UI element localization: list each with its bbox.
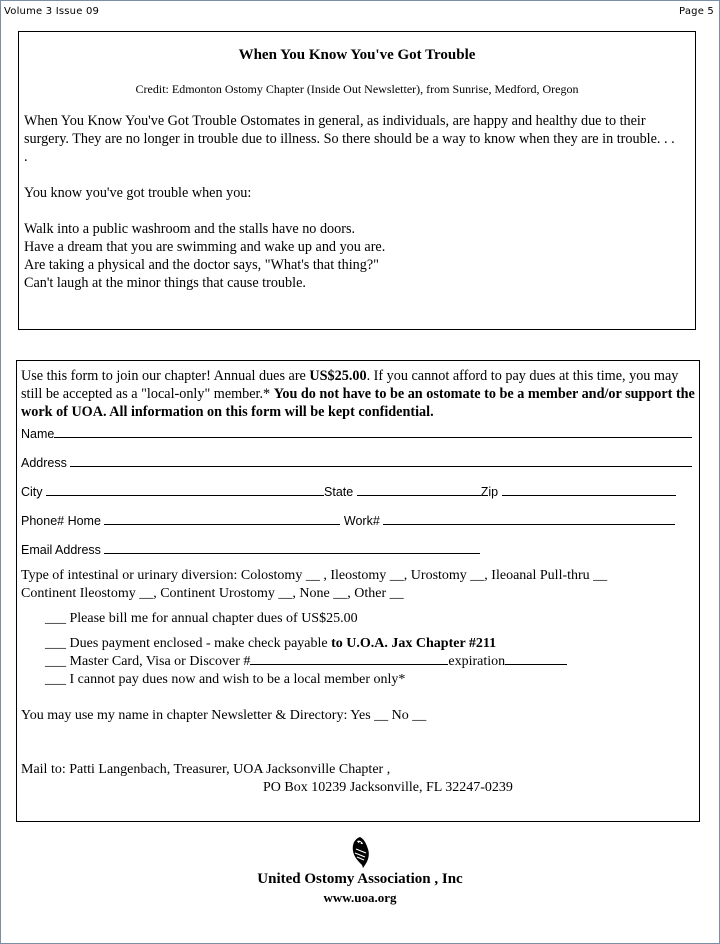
membership-form xyxy=(16,360,700,822)
diversion-line-1: Type of intestinal or urinary diversion: Colostomy __ , Ileostomy __, Urostomy __, Ileoanal Pull-thru __ xyxy=(21,568,608,583)
bill-me-option[interactable]: ___ Please bill me for annual chapter dues of US$25.00 xyxy=(45,611,358,626)
payment-enclosed-option[interactable]: ___ Dues payment enclosed - make check payable to U.O.A. Jax Chapter #211 xyxy=(45,636,497,651)
trouble-item: Have a dream that you are swimming and wake up and you are. xyxy=(24,239,386,255)
uoa-footer xyxy=(0,835,720,906)
name-label: Name xyxy=(21,427,55,441)
phone-row xyxy=(21,512,675,531)
article-title: When You Know You've Got Trouble xyxy=(238,47,476,63)
email-row xyxy=(21,541,480,560)
address-row xyxy=(21,454,692,473)
credit-card-option[interactable]: ___ Master Card, Visa or Discover # expiration xyxy=(45,652,567,671)
trouble-item: Can't laugh at the minor things that cause trouble. xyxy=(24,275,306,291)
dues-amount: US$25.00 xyxy=(309,368,367,384)
org-url[interactable]: www.uoa.org xyxy=(323,890,397,905)
city-field[interactable] xyxy=(46,483,324,496)
zip-label: Zip xyxy=(480,485,499,499)
city-label: City xyxy=(21,485,43,499)
org-name: United Ostomy Association , Inc xyxy=(257,871,463,887)
city-row xyxy=(21,483,676,502)
article-intro: When You Know You've Got Trouble Ostomates in general, as individuals, are happy and healthy due to their surgery. They are no longer in trouble due to illness. So there should be a way to know when they are in trouble. . . . xyxy=(24,113,675,165)
article-body xyxy=(24,112,675,292)
name-field[interactable] xyxy=(54,425,692,438)
mail-to-line-1: Mail to: Patti Langenbach, Treasurer, UOA Jacksonville Chapter , xyxy=(21,762,391,777)
card-number-field[interactable] xyxy=(250,652,448,665)
article-box xyxy=(18,31,696,330)
phone-home-label: Phone# Home xyxy=(21,514,101,528)
diversion-line-2: Continent Ileostomy __, Continent Urostomy __, None __, Other __ xyxy=(21,586,404,601)
trouble-item: Walk into a public washroom and the stalls have no doors. xyxy=(24,221,356,237)
article-credit: Credit: Edmonton Ostomy Chapter (Inside Out Newsletter), from Sunrise, Medford, Oregon xyxy=(135,82,579,96)
state-field[interactable] xyxy=(357,483,481,496)
form-intro-bold: You do not have to be an ostomate to be a member and/or support the work of UOA. All information on this form will be kept confidential. xyxy=(21,386,695,420)
phone-home-field[interactable] xyxy=(104,512,340,525)
phone-work-label: Work# xyxy=(343,514,380,528)
name-row xyxy=(21,425,692,444)
mail-to-line-2: PO Box 10239 Jacksonville, FL 32247-0239 xyxy=(263,780,513,795)
page-number: Page 5 xyxy=(679,6,714,17)
form-intro: Use this form to join our chapter! Annual dues are US$25.00. If you cannot afford to pay dues at this time, you may still be accepted as a "local-only" member.* You do not have to be an ostomate to be a member and/or support the work of UOA. All information on this form will be kept confidential. xyxy=(21,368,695,420)
zip-field[interactable] xyxy=(502,483,676,496)
state-label: State xyxy=(324,485,354,499)
volume-issue: Volume 3 Issue 09 xyxy=(4,6,100,17)
email-label: Email Address xyxy=(21,543,101,557)
article-lead: You know you've got trouble when you: xyxy=(24,185,252,201)
email-field[interactable] xyxy=(104,541,480,554)
local-member-option[interactable]: ___ I cannot pay dues now and wish to be a local member only* xyxy=(45,672,406,687)
trouble-item: Are taking a physical and the doctor says, "What's that thing?" xyxy=(24,257,379,273)
name-use-consent: You may use my name in chapter Newsletter & Directory: Yes __ No __ xyxy=(21,708,427,723)
uoa-eagle-logo-icon xyxy=(346,835,374,869)
address-field[interactable] xyxy=(70,454,692,467)
address-label: Address xyxy=(21,456,67,470)
expiration-field[interactable] xyxy=(505,652,567,665)
phone-work-field[interactable] xyxy=(383,512,675,525)
